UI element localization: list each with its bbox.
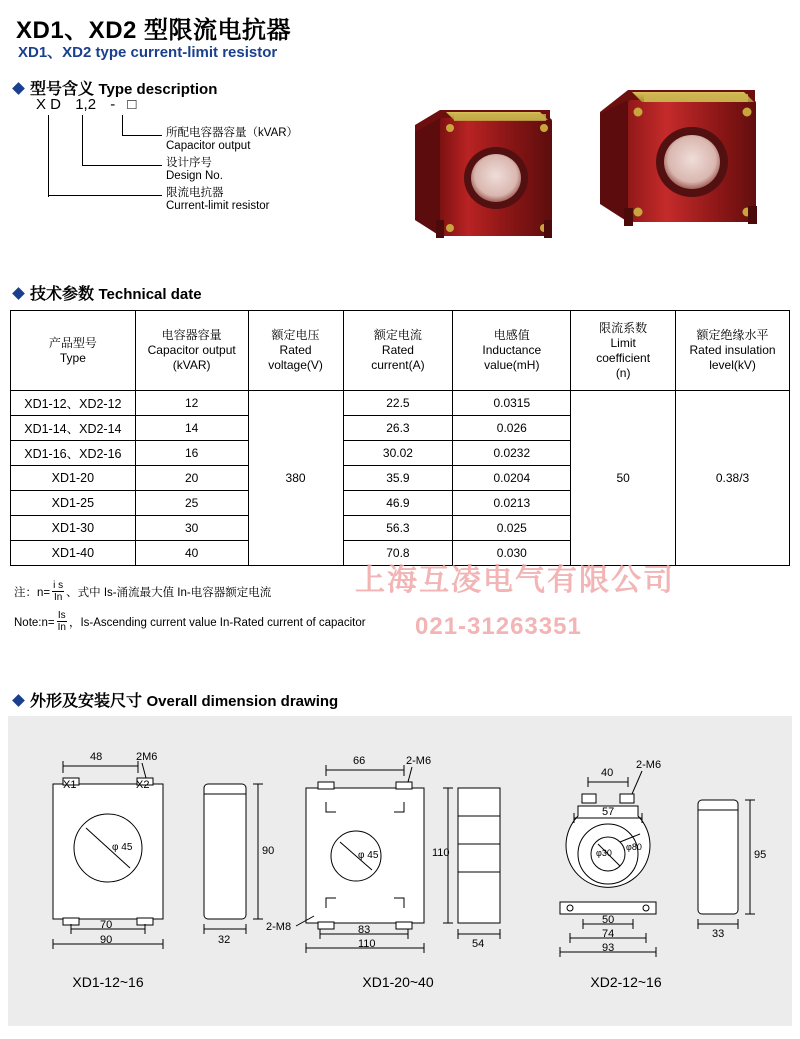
cell-rated-voltage: 380 xyxy=(248,391,343,566)
cell-current: 70.8 xyxy=(343,541,453,566)
product-photo-left xyxy=(415,110,552,238)
dim-d2-54: 54 xyxy=(472,938,485,950)
cell-type: XD1-12、XD2-12 xyxy=(11,391,136,416)
legend-current-limit-resistor-cn: 限流电抗器 xyxy=(166,187,224,199)
type-code-series: 1,2 xyxy=(75,96,97,113)
dim-d1-32: 32 xyxy=(218,934,231,946)
note-cn-fraction xyxy=(52,581,64,603)
tree-line-capacitor-h xyxy=(122,135,162,136)
header-volt-cn: 额定电压 xyxy=(271,328,320,342)
watermark xyxy=(355,555,675,641)
dim-d3-93: 93 xyxy=(602,942,615,954)
cell-capacitor: 20 xyxy=(135,466,248,491)
notes-block xyxy=(14,578,366,638)
cell-inductance: 0.0213 xyxy=(453,491,571,516)
cell-current: 26.3 xyxy=(343,416,453,441)
legend-design-no-en: Design No. xyxy=(166,170,223,182)
dim-d2-66: 66 xyxy=(353,755,366,767)
section-heading-dimension xyxy=(14,688,338,711)
type-code-tree xyxy=(36,113,336,238)
header-volt-en: Rated xyxy=(279,343,312,357)
svg-text:φ80: φ80 xyxy=(626,842,642,852)
drawing-caption-2: XD1-20~40 xyxy=(362,974,434,990)
cell-inductance: 0.0232 xyxy=(453,441,571,466)
dim-d3-95: 95 xyxy=(754,849,767,861)
table-row xyxy=(11,391,790,416)
product-photo-pair xyxy=(400,70,790,255)
cell-inductance: 0.026 xyxy=(453,416,571,441)
type-code-line xyxy=(36,96,336,113)
note-cn-frac-den: In xyxy=(53,591,63,603)
cell-insulation: 0.38/3 xyxy=(676,391,790,566)
dim-d3-2m6: 2-M6 xyxy=(636,759,662,771)
header-ins-en: Rated insulation xyxy=(689,343,776,357)
tree-line-design xyxy=(82,115,83,165)
header-capacitor-output xyxy=(135,311,248,391)
header-volt-unit: voltage(V) xyxy=(268,358,323,372)
note-line-en xyxy=(14,608,366,638)
header-cur-unit: current(A) xyxy=(371,358,425,372)
note-en-suffix: ，Is-Ascending current value In-Rated current of capacitor xyxy=(68,617,366,629)
cell-type: XD1-30 xyxy=(11,516,136,541)
dim-d2-83: 83 xyxy=(358,924,371,936)
note-en-frac-den: In xyxy=(57,621,66,633)
header-insulation-level xyxy=(676,311,790,391)
watermark-company: 上海互凌电气有限公司 xyxy=(355,564,675,597)
svg-text:φ 45: φ 45 xyxy=(112,842,133,853)
note-cn-frac-num: i s xyxy=(53,579,64,591)
tree-line-resistor xyxy=(48,115,49,197)
cell-capacitor: 25 xyxy=(135,491,248,516)
mark-x2: X2 xyxy=(136,779,150,791)
legend-current-limit-resistor-en: Current-limit resistor xyxy=(166,200,270,212)
tree-line-capacitor xyxy=(122,115,123,135)
dim-d3-74: 74 xyxy=(602,928,615,940)
cell-current: 22.5 xyxy=(343,391,453,416)
header-ind-en: Inductance xyxy=(482,343,542,357)
dim-d3-33: 33 xyxy=(712,928,725,940)
legend-design-no-cn: 设计序号 xyxy=(166,157,212,169)
type-code-dash: - xyxy=(110,96,116,113)
diamond-bullet-icon xyxy=(12,82,25,95)
cell-type: XD1-20 xyxy=(11,466,136,491)
cell-capacitor: 16 xyxy=(135,441,248,466)
section-heading-technical-date xyxy=(14,281,202,304)
legend-capacitor-output-en: Capacitor output xyxy=(166,140,251,152)
header-type-en: Type xyxy=(59,350,86,365)
header-type-cn: 产品型号 xyxy=(48,335,97,350)
dim-d2-2m6: 2-M6 xyxy=(406,755,432,767)
dim-d1-90: 90 xyxy=(100,934,113,946)
legend-current-limit-resistor xyxy=(166,187,270,213)
cell-capacitor: 40 xyxy=(135,541,248,566)
cell-capacitor: 12 xyxy=(135,391,248,416)
header-ins-unit: level(kV) xyxy=(709,358,756,372)
cell-capacitor: 14 xyxy=(135,416,248,441)
section-heading-technical-en: Technical date xyxy=(98,286,202,303)
header-rated-voltage xyxy=(248,311,343,391)
type-code-box: □ xyxy=(127,96,137,113)
header-ind-cn: 电感值 xyxy=(493,328,530,342)
dimension-drawing-area xyxy=(8,716,792,1026)
header-lim-cn: 限流系数 xyxy=(599,320,648,335)
note-en-fraction xyxy=(57,611,67,633)
svg-text:φ30: φ30 xyxy=(596,848,612,858)
watermark-phone: 021-31263351 xyxy=(415,613,582,640)
type-description-block xyxy=(36,96,336,238)
cell-type: XD1-14、XD2-14 xyxy=(11,416,136,441)
drawing-caption-3: XD2-12~16 xyxy=(590,974,662,990)
section-heading-dimension-cn: 外形及安装尺寸 xyxy=(30,693,143,710)
drawing-xd1-12-16 xyxy=(53,751,274,949)
cell-current: 30.02 xyxy=(343,441,453,466)
header-inductance xyxy=(453,311,571,391)
note-cn-suffix: 、式中 Is-涌流最大值 In-电容器额定电流 xyxy=(66,587,272,599)
cell-limit-coefficient: 50 xyxy=(571,391,676,566)
header-cur-en: Rated xyxy=(381,343,414,357)
type-code-prefix: X D xyxy=(36,96,62,113)
section-heading-type-description-cn: 型号含义 xyxy=(30,81,95,98)
header-lim-unit2: (n) xyxy=(615,365,631,380)
diamond-bullet-icon-3 xyxy=(12,694,25,707)
section-heading-dimension-en: Overall dimension drawing xyxy=(146,693,339,710)
dim-d2-110h: 110 xyxy=(432,847,450,859)
tree-line-resistor-h xyxy=(48,195,162,196)
header-lim-unit: coefficient xyxy=(596,350,651,365)
note-cn-prefix: 注：n= xyxy=(14,587,51,599)
legend-design-no xyxy=(166,157,223,183)
dim-d3-40: 40 xyxy=(601,767,614,779)
svg-text:φ 45: φ 45 xyxy=(358,850,379,861)
page-title-en: XD1、XD2 type current-limit resistor xyxy=(18,44,278,61)
table-header-row xyxy=(11,311,790,391)
cell-current: 56.3 xyxy=(343,516,453,541)
header-type xyxy=(11,311,136,391)
header-rated-current xyxy=(343,311,453,391)
cell-inductance: 0.030 xyxy=(453,541,571,566)
dim-d2-110: 110 xyxy=(358,938,376,950)
section-heading-technical-cn: 技术参数 xyxy=(30,286,95,303)
note-line-cn xyxy=(14,578,366,608)
legend-capacitor-output-cn: 所配电容器容量（kVAR） xyxy=(166,127,299,139)
dim-d3-57: 57 xyxy=(602,806,615,818)
dim-d1-70: 70 xyxy=(100,919,113,931)
drawing-caption-1: XD1-12~16 xyxy=(72,974,144,990)
cell-capacitor: 30 xyxy=(135,516,248,541)
mark-x1: X1 xyxy=(63,779,77,791)
spec-table-wrapper xyxy=(10,310,790,566)
note-en-prefix: Note:n= xyxy=(14,617,55,629)
header-ind-unit: value(mH) xyxy=(484,358,540,372)
spec-table xyxy=(10,310,790,566)
header-ins-cn: 额定绝缘水平 xyxy=(696,328,769,342)
product-photo-right xyxy=(600,90,757,226)
cell-type: XD1-40 xyxy=(11,541,136,566)
legend-capacitor-output xyxy=(166,127,298,153)
product-photos xyxy=(400,70,790,255)
diamond-bullet-icon-2 xyxy=(12,287,25,300)
dim-d1-48: 48 xyxy=(90,751,103,763)
cell-inductance: 0.025 xyxy=(453,516,571,541)
dim-d1-2m6: 2M6 xyxy=(136,751,158,763)
cell-inductance: 0.0315 xyxy=(453,391,571,416)
dim-d2-2m8: 2-M8 xyxy=(266,921,292,933)
header-cap-en: Capacitor output xyxy=(147,343,236,357)
dim-d1-90h: 90 xyxy=(262,845,275,857)
cell-inductance: 0.0204 xyxy=(453,466,571,491)
cell-current: 35.9 xyxy=(343,466,453,491)
header-limit-coefficient xyxy=(571,311,676,391)
drawing-xd2-12-16 xyxy=(560,759,766,957)
dim-d3-50: 50 xyxy=(602,914,615,926)
section-heading-type-description-en: Type description xyxy=(98,81,218,98)
cell-current: 46.9 xyxy=(343,491,453,516)
note-en-frac-num: Is xyxy=(57,609,66,621)
page-title-cn: XD1、XD2 型限流电抗器 xyxy=(16,17,292,44)
header-cur-cn: 额定电流 xyxy=(373,328,422,342)
cell-type: XD1-25 xyxy=(11,491,136,516)
drawing-xd1-20-40 xyxy=(266,755,500,953)
header-cap-cn: 电容器容量 xyxy=(161,328,222,342)
header-lim-en: Limit xyxy=(610,335,636,350)
cell-type: XD1-16、XD2-16 xyxy=(11,441,136,466)
tree-line-design-h xyxy=(82,165,162,166)
header-cap-unit: (kVAR) xyxy=(172,358,211,372)
